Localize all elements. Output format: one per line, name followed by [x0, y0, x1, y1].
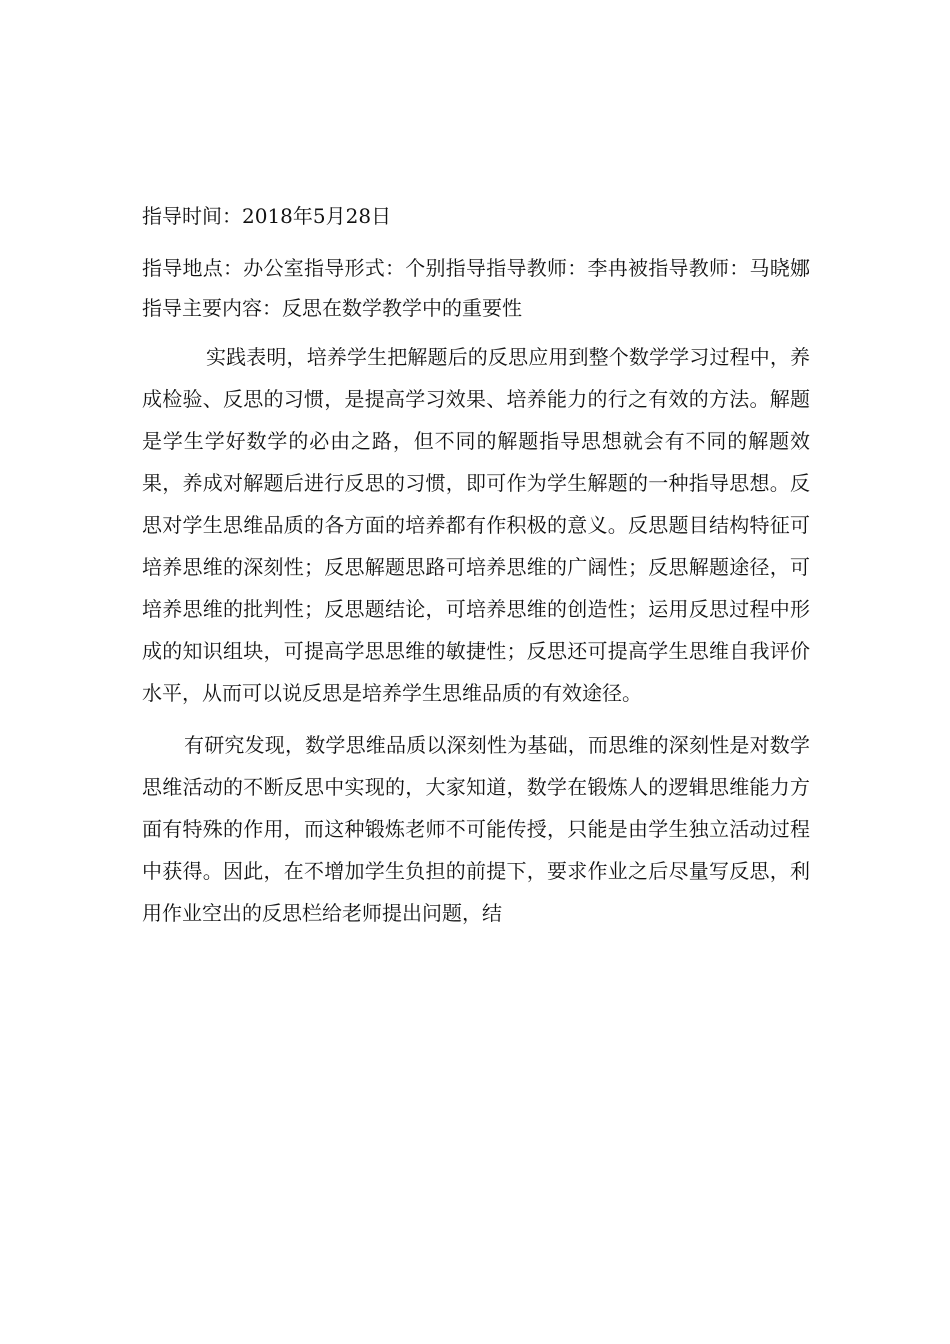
paragraph-reflection-practice: 实践表明，培养学生把解题后的反思应用到整个数学学习过程中，养成检验、反思的习惯，是提高学习效果、培养能力的行之有效的方法。解题是学生学好数学的必由之路，但不同的解题指导思想就会有不同的解题效果，养成对解题后进行反思的习惯，即可作为学生解题的一种指导思想。反思对学生思维品质的各方面的培养都有作积极的意义。反思题目结构特征可培养思维的深刻性；反思解题思路可培养思维的广阔性；反思解题途径，可培养思维的批判性；反思题结论，可培养思维的创造性；运用反思过程中形成的知识组块，可提高学思思维的敏捷性；反思还可提高学生思维自我评价水平，从而可以说反思是培养学生思维品质的有效途径。	[142, 345, 810, 705]
guidance-time: 指导时间：2018年5月28日	[142, 204, 392, 228]
paragraph-research-findings: 有研究发现，数学思维品质以深刻性为基础，而思维的深刻性是对数学思维活动的不断反思中实现的，大家知道，数学在锻炼人的逻辑思维能力方面有特殊的作用，而这种锻炼老师不可能传授，只能是由学生独立活动过程中获得。因此，在不增加学生负担的前提下，要求作业之后尽量写反思，利用作业空出的反思栏给老师提出问题，结	[142, 733, 810, 925]
document-body	[142, 192, 810, 934]
guidance-info: 指导地点：办公室指导形式：个别指导指导教师：李冉被指导教师：马晓娜指导主要内容：反思在数学教学中的重要性	[142, 256, 810, 320]
